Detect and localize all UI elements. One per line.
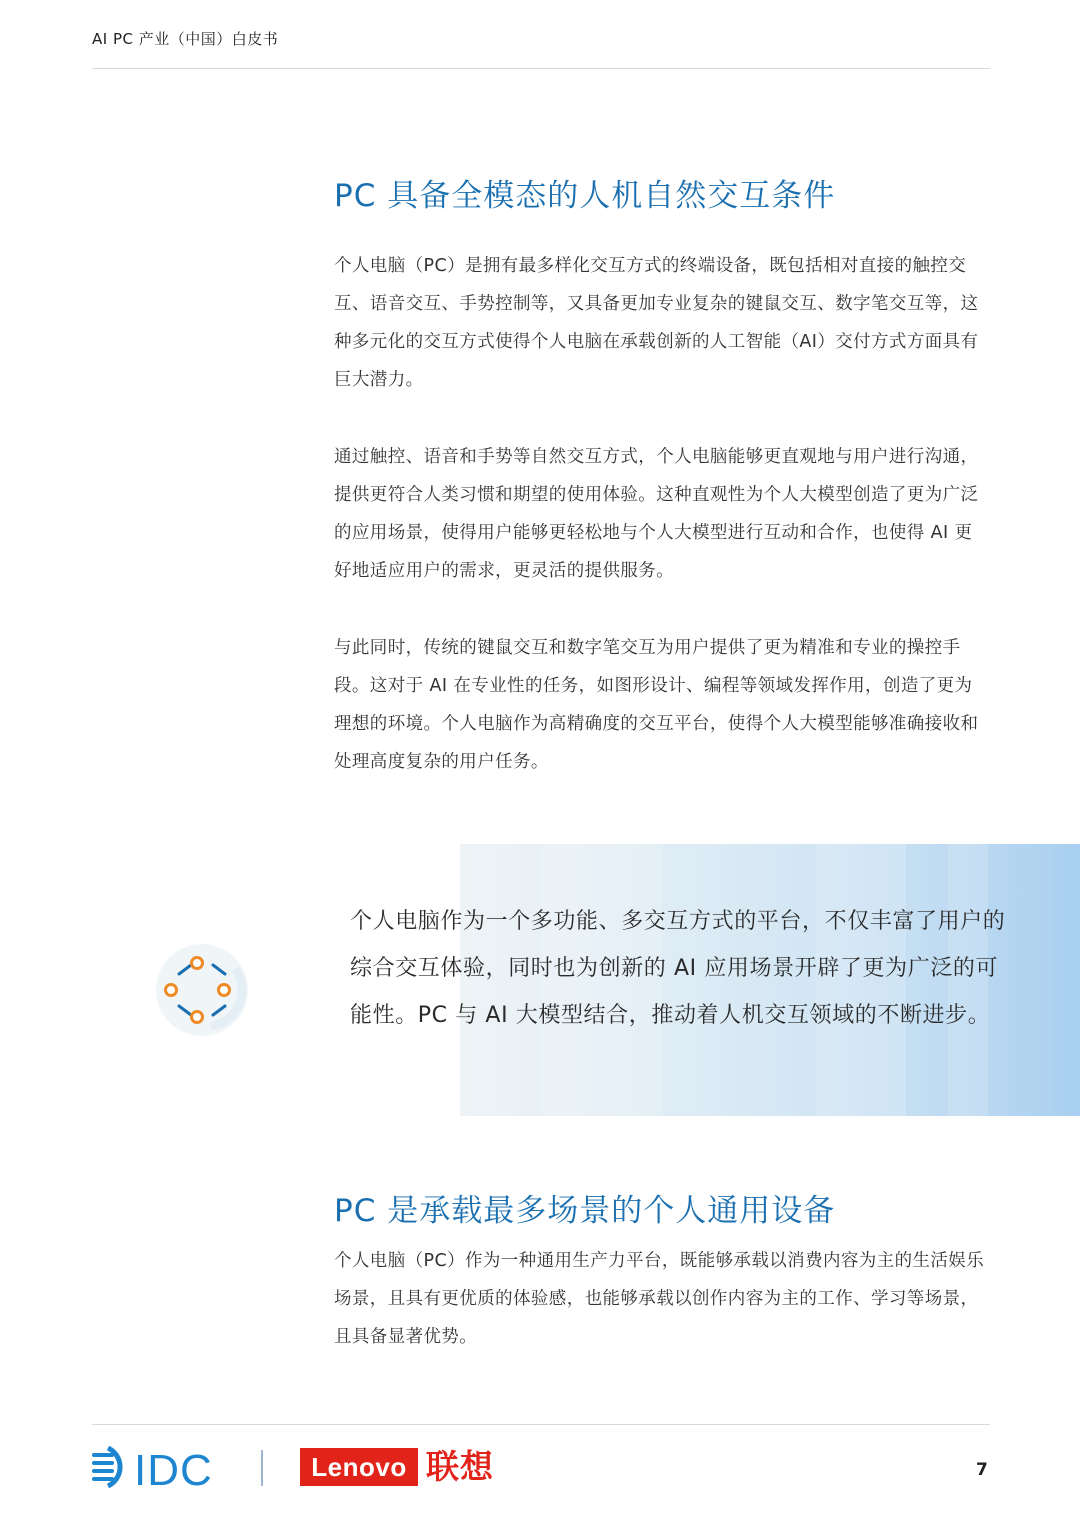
section-heading-interaction: PC 具备全模态的人机自然交互条件: [334, 178, 836, 214]
svg-text:IDC: IDC: [134, 1446, 213, 1490]
idc-logo: [92, 1444, 228, 1490]
callout-quote: 个人电脑作为一个多功能、多交互方式的平台，不仅丰富了用户的综合交互体验，同时也为创新的 AI 应用场景开辟了更为广泛的可能性。PC 与 AI 大模型结合，推动着人机交互领域的不断进步。: [350, 909, 1006, 1028]
lenovo-logo: Lenovo: [300, 1448, 418, 1486]
interaction-cycle-icon: [150, 938, 254, 1042]
paragraph: 通过触控、语音和手势等自然交互方式，个人电脑能够更直观地与用户进行沟通，提供更符合人类习惯和期望的使用体验。这种直观性为个人大模型创造了更为广泛的应用场景，使得用户能够更轻松地与个人大模型进行互动和合作，也使得 AI 更好地适应用户的需求，更灵活的提供服务。: [334, 447, 979, 581]
paragraph: 个人电脑（PC）是拥有最多样化交互方式的终端设备，既包括相对直接的触控交互、语音交互、手势控制等，又具备更加专业复杂的键鼠交互、数字笔交互等，这种多元化的交互方式使得个人电脑在承载创新的人工智能（AI）交付方式方面具有巨大潜力。: [334, 256, 979, 390]
section-heading-scenarios: PC 是承载最多场景的个人通用设备: [334, 1193, 836, 1229]
paragraph: 与此同时，传统的键鼠交互和数字笔交互为用户提供了更为精准和专业的操控手段。这对于 AI 在专业性的任务，如图形设计、编程等领域发挥作用，创造了更为理想的环境。个人电脑作为高精确度的交互平台，使得个人大模型能够准确接收和处理高度复杂的用户任务。: [334, 638, 979, 772]
paragraph: 个人电脑（PC）作为一种通用生产力平台，既能够承载以消费内容为主的生活娱乐场景，且具有更优质的体验感，也能够承载以创作内容为主的工作、学习等场景，且具备显著优势。: [334, 1251, 985, 1347]
logo-divider: [261, 1450, 263, 1486]
running-header: AI PC 产业（中国）白皮书: [92, 30, 279, 48]
lenovo-chinese-logo: 联想: [426, 1447, 494, 1486]
page-number: 7: [976, 1460, 988, 1480]
header-divider: [92, 68, 990, 69]
footer-divider: [92, 1424, 990, 1425]
